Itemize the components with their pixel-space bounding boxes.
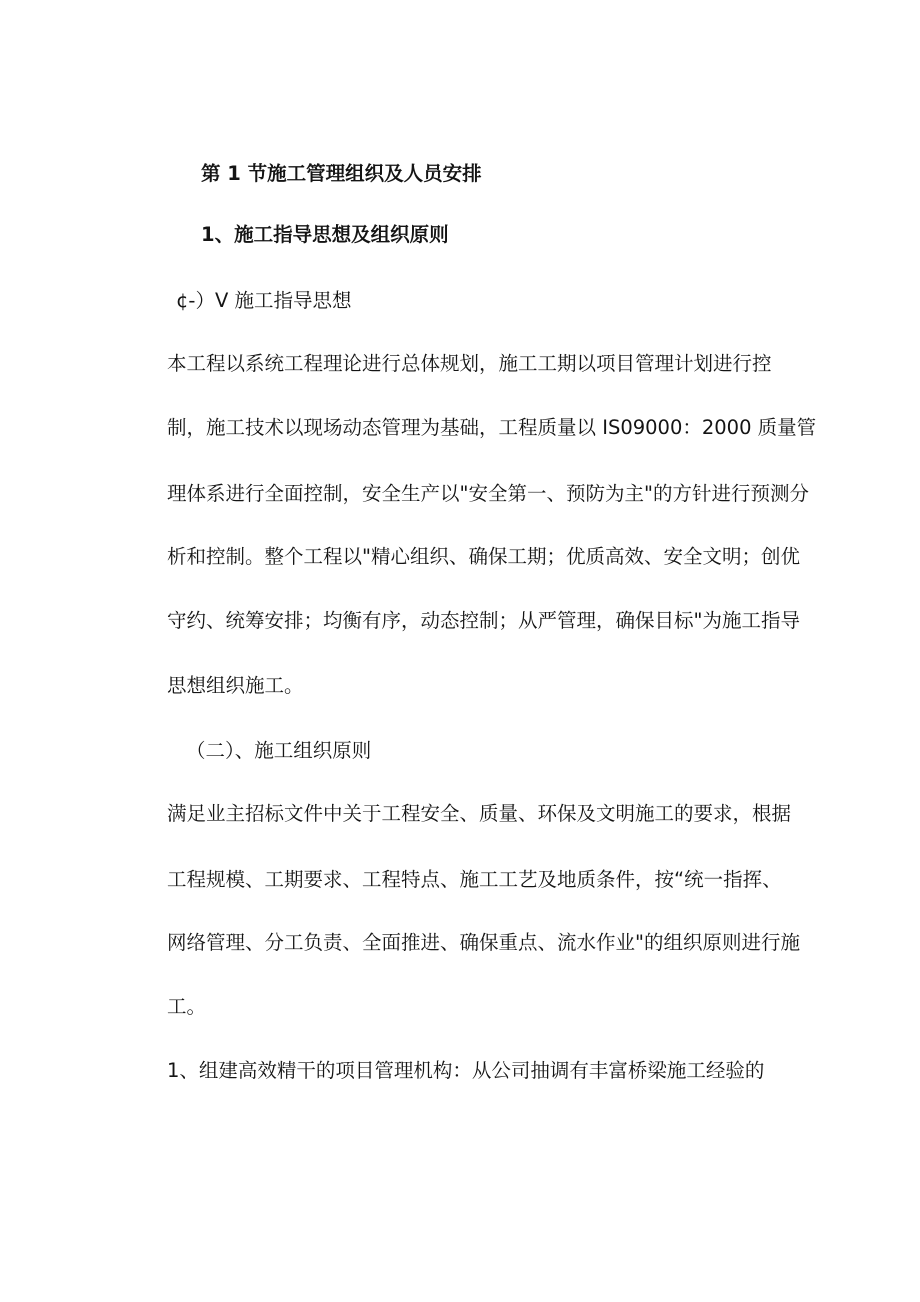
list-item: 1、组建高效精干的项目管理机构：从公司抽调有丰富桥梁施工经验的 (167, 1059, 765, 1082)
paragraph-line: 理体系进行全面控制，安全生产以"安全第一、预防为主"的方针进行预测分 (167, 482, 809, 505)
section-title: 第 1 节施工管理组织及人员安排 (201, 162, 482, 185)
paragraph-line: 工。 (167, 995, 207, 1018)
paragraph-line: 思想组织施工。 (167, 674, 304, 697)
paragraph-line: 工程规模、工期要求、工程特点、施工工艺及地质条件，按“统一指挥、 (167, 868, 782, 891)
paragraph-line: 本工程以系统工程理论进行总体规划，施工工期以项目管理计划进行控 (167, 352, 772, 375)
paragraph-line: 满足业主招标文件中关于工程安全、质量、环保及文明施工的要求，根据 (167, 802, 792, 825)
paragraph-line: 制，施工技术以现场动态管理为基础，工程质量以 IS09000：2000 质量管 (167, 416, 817, 439)
paragraph-line: 守约、统筹安排；均衡有序，动态控制；从严管理，确保目标"为施工指导 (167, 609, 800, 632)
guiding-thought-heading: ¢-）V 施工指导思想 (176, 289, 352, 312)
organization-principle-heading: （二）、施工组织原则 (186, 739, 372, 762)
paragraph-line: 析和控制。整个工程以"精心组织、确保工期；优质高效、安全文明；创优 (167, 545, 800, 568)
subsection-heading: 1、施工指导思想及组织原则 (201, 223, 449, 246)
paragraph-line: 网络管理、分工负责、全面推进、确保重点、流水作业"的组织原则进行施 (167, 931, 800, 954)
